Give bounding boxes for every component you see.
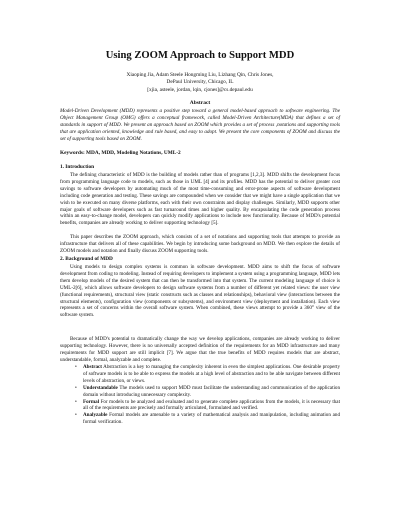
requirements-list — [75, 364, 340, 426]
introduction-paragraph-1: The defining characteristic of MDD is the building of models rather than of programs [1,2,3]. MDD shifts the development focus from programming language code to models, such as those in UML [4] and its profiles. MDD has the potential to deliver greater cost savings to software developers by automating much of the most time-consuming and error-prone aspects of software development including code generation and testing. These savings are compounded when we consider that we might have a single application that we wish to be executed on many diverse platforms, each with their own constraints and display challenges. Similarly, MDD supports other major goals of software developers such as fast turnaround times and higher quality. By encapsulating the code generation process within an easy-to-change model, developers can quickly modify applications to include new functionality. Because of MDD's potential benefits, companies are already working to deliver supporting technology [5]. — [60, 172, 340, 227]
list-item — [75, 412, 340, 426]
list-item-term: Understandable — [83, 384, 118, 391]
list-item-term: Formal — [83, 398, 100, 405]
author-affiliation: DePaul University, Chicago, IL — [166, 79, 234, 86]
list-item — [75, 385, 340, 399]
abstract-text: Model-Driven Development (MDD) represents a positive step toward a general model-based approach to software engineering. The Object Management Group (OMG) offers a conceptual framework, called Model-Driven Architecture(MDA) that defines a set of standards in support of MDD. We present an approach based on ZOOM which provides a set of process ,notations and supporting tools that are application oriented, knowledge and rule based, and easy to adopt. We present the core components of ZOOM and discuss the set of supporting tools based on ZOOM. — [60, 108, 340, 142]
background-paragraph-2: Because of MDD's potential to dramatically change the way we develop applications, companies are already working to deliver supporting technology. However, there is no universally accepted definition of the requirements for an MDD infrastructure and many requirements for MDD support are still implicit [7]. We argue that the true benefits of MDD requires models that are abstract, understandable, formal, analyzable and complete. — [60, 336, 340, 363]
list-item-text: Abstraction is a key to managing the complexity inherent in even the simplest applications. One desirable property of software models is to be able to express the models at a high level of abstraction and to be able navigate between different levels of abstraction, or views. — [83, 364, 340, 384]
list-item — [75, 364, 340, 385]
list-item-term: Abstract — [83, 364, 102, 370]
author-emails: [xjia, asteele, jordan, lqin, cjones]@cs.depaul.edu — [147, 86, 253, 93]
author-block — [20, 72, 380, 94]
section-heading-introduction: 1. Introduction — [60, 164, 95, 170]
list-item-text: The models used to support MDD must facilitate the understanding and communication of the application domain without introducing unnecessary complexity. — [83, 384, 340, 398]
keywords-line: Keywords: MDA, MDD, Modeling Notations, UML-2 — [60, 150, 181, 156]
introduction-paragraph-2: This paper describes the ZOOM approach, which consists of a set of notations and supporting tools that attempts to provide an infrastructure that delivers all of these capabilities. We begin by introducing some background on MDD. We then explore the details of ZOOM models and notation and finally discuss ZOOM supporting tools. — [60, 234, 340, 254]
list-item — [75, 399, 340, 413]
abstract-heading: Abstract — [189, 100, 211, 106]
list-item-term: Analyzable — [83, 412, 108, 419]
list-item-text: For models to be analyzed and evaluated and to generate complete applications from the models, it is necessary that all of the requirements are precisely and formally articulated, formulated and verified. — [83, 398, 340, 412]
author-names: Xiaoping Jia, Adam Steele Hongming Liu, Lizhang Qin, Chris Jones, — [126, 72, 274, 78]
section-heading-background: 2. Background of MDD — [60, 256, 113, 262]
background-paragraph-1: Using models to design complex systems is common in software development. MDD aims to shift the focus of software development from coding to modeling. Instead of requiring developers to implement a system using a programming language, MDD lets them develop models of the desired system that can then be transformed into that system. The current modeling language of choice is UML-2[6], which allows software developers to design software systems from a number of different yet related views: the user view (functional requirements), structural view (static constructs such as classes and relationships), behavioral view (interactions between the structural elements), configuration view (components or subsystems), and environment view (deployment and installation). Each view represents a set of concerns within the overall software system. When combined, these views attempt to provide a 360° view of the software system. — [60, 264, 340, 319]
paper-title: Using ZOOM Approach to Support MDD — [105, 50, 295, 61]
list-item-text: Formal models are amenable to a variety of mathematical analysis and manipulation, including animation and formal verification. — [83, 412, 340, 426]
